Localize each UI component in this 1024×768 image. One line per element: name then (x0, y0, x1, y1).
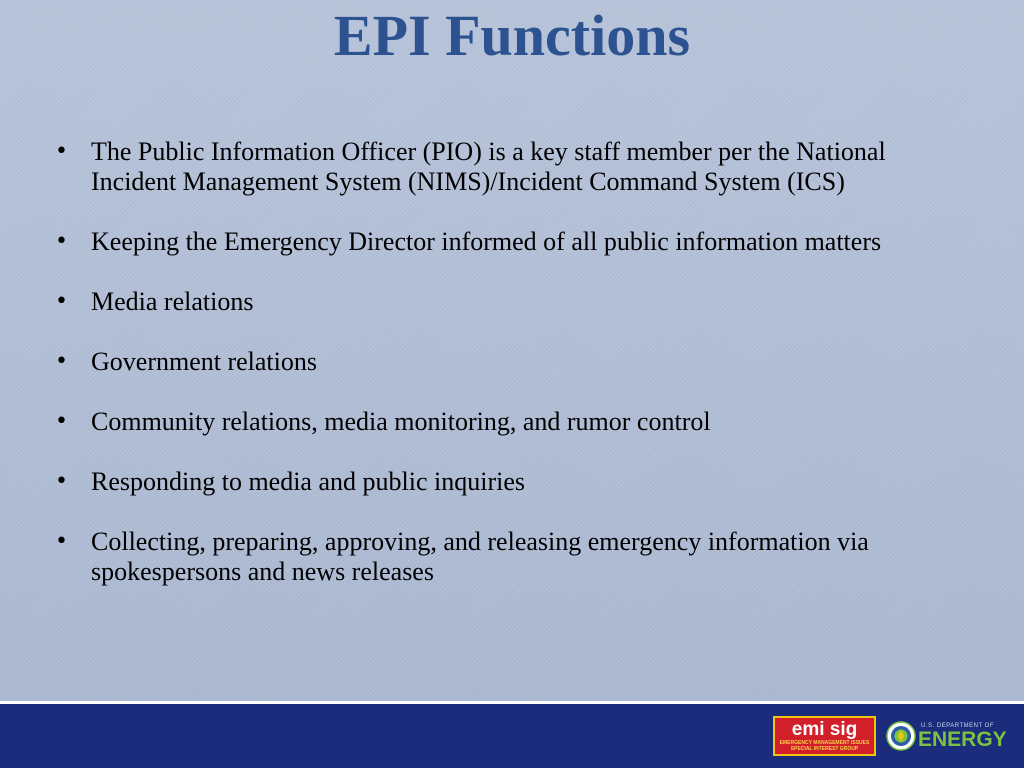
bullet-item (55, 467, 955, 497)
bullet-text: The Public Information Officer (PIO) is a key staff member per the National Incident Management System (NIMS)/Incident Command System (ICS) (91, 137, 886, 196)
bullet-icon: • (55, 229, 68, 254)
bullet-icon: • (55, 409, 68, 434)
bullet-icon: • (55, 529, 68, 554)
bullet-item (55, 227, 955, 257)
bullet-text: Keeping the Emergency Director informed of all public information matters (91, 227, 882, 256)
bullet-item (55, 347, 955, 377)
bullet-icon: • (55, 139, 68, 164)
bullet-text: Government relations (91, 347, 317, 376)
bullet-text: Community relations, media monitoring, and rumor control (91, 407, 711, 436)
emi-sig-logo-subtitle: SPECIAL INTEREST GROUP (790, 746, 859, 752)
bullet-list (55, 137, 955, 617)
emi-sig-logo-text: emi sig (791, 719, 858, 740)
doe-seal-icon (886, 721, 916, 751)
bullet-text: Responding to media and public inquiries (91, 467, 525, 496)
slide-title: EPI Functions (333, 3, 691, 68)
doe-logo-subtitle: U.S. DEPARTMENT OF (921, 723, 995, 729)
doe-logo-text: ENERGY (918, 728, 1007, 751)
bullet-icon: • (55, 349, 68, 374)
bullet-item (55, 407, 955, 437)
emi-sig-logo (773, 716, 876, 756)
emi-sig-logo-subtitle: EMERGENCY MANAGEMENT ISSUES (779, 740, 870, 746)
bullet-icon: • (55, 469, 68, 494)
bullet-item (55, 287, 955, 317)
bullet-item (55, 137, 955, 197)
bullet-text: Media relations (91, 287, 254, 316)
bullet-item (55, 527, 955, 587)
bullet-icon: • (55, 289, 68, 314)
bullet-text: Collecting, preparing, approving, and releasing emergency information via spokespersons and news releases (91, 527, 869, 586)
